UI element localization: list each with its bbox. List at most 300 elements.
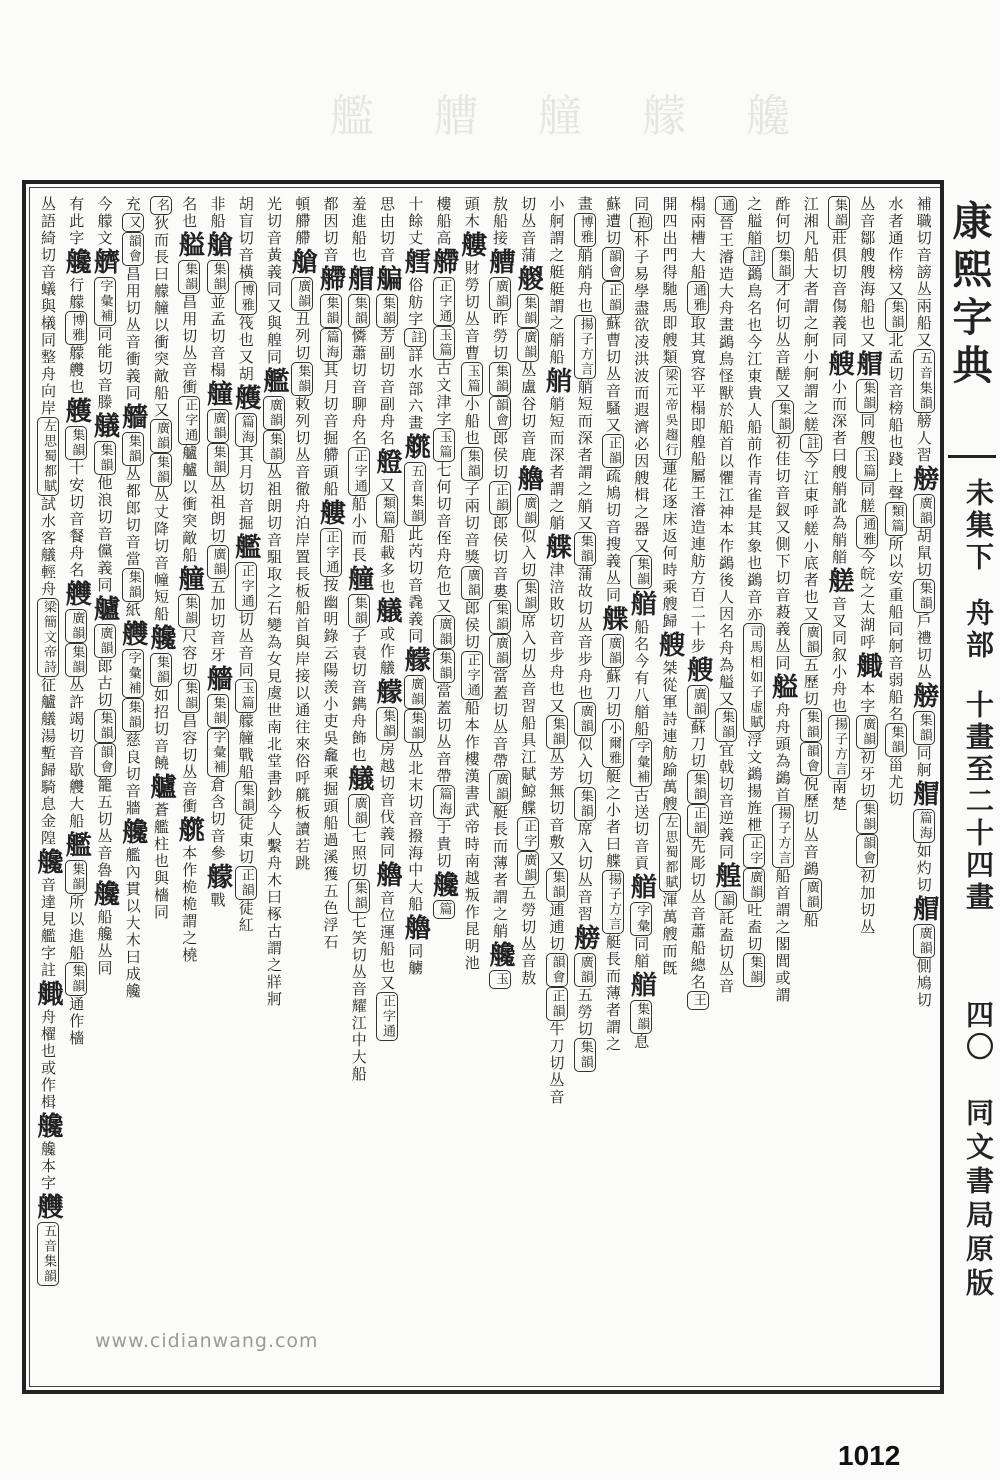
text-column <box>175 196 203 964</box>
headword: 艨 <box>372 678 402 706</box>
headword: 艚 <box>485 248 515 276</box>
source-citation: 玉篇 <box>856 447 878 481</box>
headword: 艢 <box>117 403 148 431</box>
source-citation: 字彙補 <box>630 738 652 787</box>
headword: 艨 <box>400 646 431 674</box>
definition-text: 艄短而深者謂之艄 <box>547 396 566 532</box>
source-citation: 揚子方言 <box>828 715 850 779</box>
headword: 艬 <box>428 871 459 899</box>
definition-text: 所以進船 <box>67 894 86 962</box>
text-column <box>514 196 542 987</box>
definition-text: 都因切音 <box>321 196 340 264</box>
source-citation: 廣韻 <box>263 396 285 430</box>
definition-text: 七笑切丛音耀江中大船 <box>349 913 368 1083</box>
source-citation: 集韻 <box>772 247 794 281</box>
definition-text: 同舸 <box>914 745 933 779</box>
source-citation: 字彙補 <box>122 649 144 698</box>
source-citation: 廣韻 <box>913 494 935 528</box>
definition-text: 或作艤 <box>378 626 396 677</box>
source-citation: 博雅 <box>65 311 87 345</box>
text-column <box>345 196 373 1083</box>
source-citation: 廣韻 <box>489 277 511 311</box>
definition-text: 南楚 <box>830 779 848 813</box>
source-citation: 集韻 <box>687 770 709 804</box>
definition-text: 倪歷切丛音鷁 <box>801 776 820 878</box>
source-citation: 正字通 <box>235 562 257 611</box>
source-citation: 集韻 <box>885 723 907 757</box>
text-column <box>825 196 853 813</box>
source-citation: 正字 <box>517 817 539 851</box>
source-citation: 正字通 <box>320 528 342 577</box>
definition-text: 甾尤切 <box>886 757 905 808</box>
source-citation: 篇海 <box>433 785 455 819</box>
definition-text: 名也 <box>180 196 199 230</box>
source-citation: 韻會 <box>94 743 116 777</box>
definition-text: 鷁鳥名也今江東貴人船前作青雀是其象也鷁音亦 <box>745 266 764 623</box>
source-citation: 小爾雅 <box>602 719 624 768</box>
headword: 艒 <box>908 780 939 808</box>
definition-text: 宜戟切音逆義同 <box>717 742 735 861</box>
source-citation: 韻會 <box>489 396 511 430</box>
source-citation: 玉篇 <box>461 362 483 396</box>
definition-text: 之艗艏 <box>745 196 764 247</box>
headword: 艦 <box>259 367 289 395</box>
source-citation: 集韻 <box>65 962 87 996</box>
definition-text: 丛丈降切音幢短船 <box>152 487 170 623</box>
headword: 艟 <box>343 565 374 593</box>
source-citation: 集韻 <box>178 679 200 713</box>
headword: 艫 <box>146 773 176 801</box>
source-citation: 集韻 <box>461 447 483 481</box>
definition-text: 子袁切音鐫舟飾也 <box>349 628 368 764</box>
definition-text: 疏鳩切音搜義丛同 <box>604 468 622 604</box>
headword: 艐 <box>513 265 544 293</box>
definition-text: 音叉同叙小舟也 <box>830 596 848 715</box>
headword: 艑 <box>372 265 402 293</box>
source-citation: 揚子方言 <box>772 804 794 868</box>
source-citation: 廣韻 <box>489 770 511 804</box>
definition-text: 畫 <box>575 196 594 213</box>
headword: 艖 <box>824 567 854 595</box>
source-citation: 集韻 <box>828 196 850 230</box>
source-citation: 梁簡文帝詩 <box>37 598 59 677</box>
headword: 艛 <box>315 499 346 527</box>
source-citation: 博雅 <box>574 213 596 247</box>
source-citation: 集韻 <box>376 294 398 328</box>
definition-text: 敖船接 <box>491 196 509 247</box>
definition-text: 席入切丛音習船具江賦鯨艓 <box>519 613 538 817</box>
headword: 艬 <box>117 818 148 846</box>
definition-text: 戰 <box>208 892 227 909</box>
definition-text: 側鳩切 <box>914 958 933 1009</box>
definition-text: 艬本字 <box>39 1141 57 1192</box>
definition-text: 其月切音掘 <box>236 447 255 532</box>
definition-text: 其月切音掘艜頭船 <box>321 362 340 498</box>
source-citation: 廣韻 <box>489 634 511 668</box>
source-citation: 篇海 <box>913 809 935 843</box>
headword: 艗 <box>767 673 798 701</box>
source-citation: 王 <box>687 991 709 1010</box>
definition-text: 切丛音蒲 <box>519 196 538 264</box>
definition-text: 開四出門得馳馬即艘類 <box>660 196 679 366</box>
source-citation: 正韻 <box>602 281 624 315</box>
text-column <box>656 196 684 977</box>
definition-text: 十安切音餐舟名 <box>67 460 86 579</box>
source-citation: 集韻 <box>630 555 652 589</box>
source-citation: 字彙補 <box>94 277 116 326</box>
source-citation: 類篇 <box>376 494 398 528</box>
definition-text: 蘇刀切 <box>604 668 622 719</box>
source-citation: 韻會 <box>602 247 624 281</box>
headword: 艓 <box>541 533 572 561</box>
text-column <box>62 196 90 1047</box>
definition-text: 七何切音侄舟危也又 <box>434 462 453 615</box>
source-citation: 集韻 <box>65 860 87 894</box>
definition-text: 船名今有八艏船 <box>632 619 651 738</box>
definition-text: 思由切音 <box>378 196 396 264</box>
headword: 艒 <box>852 350 883 378</box>
text-column <box>543 196 571 1106</box>
definition-text: 津涪敗切音步舟也又 <box>547 562 566 715</box>
source-citation: 韻 <box>715 891 737 910</box>
text-column <box>571 196 599 1072</box>
definition-text: 酢何切 <box>773 196 792 247</box>
source-citation: 集韻 <box>207 260 229 294</box>
headword: 艓 <box>598 605 628 633</box>
headword: 艘 <box>824 350 854 378</box>
definition-text: 先彫切丛音蕭船總名 <box>688 838 707 991</box>
definition-text: 丛祖朗切 <box>208 477 227 545</box>
source-citation: 韻會 <box>546 953 568 987</box>
definition-text: 牛刀切丛音 <box>547 1021 566 1106</box>
source-citation: 韻會 <box>856 834 878 868</box>
source-citation: 廣韻 <box>404 675 426 709</box>
definition-text: 非船 <box>208 196 227 230</box>
headword: 艬 <box>33 848 63 876</box>
source-citation: 集韻 <box>348 294 370 328</box>
definition-text: 子兩切音獎 <box>462 481 481 566</box>
headword: 艘 <box>682 656 713 684</box>
source-citation: 集韻 <box>574 532 596 566</box>
headword: 艬 <box>485 941 515 969</box>
headword: 艩 <box>89 248 120 276</box>
source-citation: 玉篇 <box>235 679 257 713</box>
source-citation: 集韻 <box>178 594 200 628</box>
definition-text: 渾萬艘而旣 <box>660 892 679 977</box>
definition-text: 征艫艤湯塹歸騎息金隍 <box>39 677 57 847</box>
headword: 艕 <box>569 924 600 952</box>
headword: 艟 <box>202 380 233 408</box>
headword: 艏 <box>626 873 657 901</box>
headword: 艏 <box>626 971 657 999</box>
headword: 艞 <box>174 816 205 844</box>
source-citation: 正字 <box>743 834 765 868</box>
source-citation: 廣韻 <box>856 715 878 749</box>
definition-text: 昌用切丛音衝義同 <box>123 266 142 402</box>
definition-text: 丑列切 <box>293 311 312 362</box>
definition-text: 似入切 <box>575 736 594 787</box>
definition-text: 古送切音貢 <box>632 787 651 872</box>
source-citation: 廣韻 <box>800 878 822 912</box>
definition-text: 本字 <box>858 681 877 715</box>
source-citation: 名 <box>150 196 172 215</box>
headword: 艭 <box>33 1193 63 1221</box>
definition-text: 丛許竭切音歇艭大船 <box>67 677 86 830</box>
source-citation: 集韻 <box>150 453 172 487</box>
source-citation: 類篇 <box>885 502 907 536</box>
source-citation: 韻會 <box>800 742 822 776</box>
definition-text: 榻兩槽大船 <box>688 196 707 281</box>
definition-text: 五歷切 <box>801 657 820 708</box>
definition-text: 補職切音謗丛兩船又 <box>914 196 933 349</box>
source-citation: 字彙 <box>630 902 652 936</box>
definition-text: 初佳切音釵又側下切音蔱義丛同 <box>773 434 792 672</box>
definition-text: 胡盲切音橫 <box>236 196 255 281</box>
definition-text: 艫艫以衝突敵船 <box>180 445 199 564</box>
source-citation: 廣韻 <box>433 615 455 649</box>
source-citation: 集韻 <box>856 379 878 413</box>
source-citation: 正字通 <box>461 651 483 700</box>
source-citation: 廣韻 <box>94 624 116 658</box>
source-citation: 五音集韻 <box>404 462 426 526</box>
headword: 艬 <box>61 248 92 276</box>
text-column <box>34 196 62 1286</box>
definition-text: 如招切音饒 <box>152 687 170 772</box>
definition-text: 昌容切丛音衝 <box>180 713 199 815</box>
source-citation: 集韻 <box>94 709 116 743</box>
source-citation: 註 <box>404 328 426 347</box>
page-number: 1012 <box>838 1440 901 1471</box>
source-citation: 廣韻 <box>574 953 596 987</box>
definition-text: 今艨文 <box>95 196 114 247</box>
publisher-label: 同文書局原版 <box>962 1098 995 1302</box>
source-citation: 正字通 <box>178 396 200 445</box>
definition-text: 此芮切音毳義同 <box>406 526 425 645</box>
definition-text: 籠五切丛音魯 <box>95 777 114 879</box>
source-citation: 通雅 <box>687 281 709 315</box>
source-citation: 集韻 <box>65 426 87 460</box>
definition-text: 才何切丛音醝又 <box>773 281 792 400</box>
definition-text: 艦內貫以大木曰成艬 <box>123 847 142 1000</box>
source-citation: 集韻 <box>800 708 822 742</box>
definition-text: 蘇刀切 <box>688 719 707 770</box>
text-column <box>684 196 712 1010</box>
definition-text: 席入切丛音習 <box>575 821 594 923</box>
definition-text: 五勞切丛音敖 <box>519 885 538 987</box>
source-citation: 篇 <box>433 900 455 919</box>
headword: 艘 <box>654 631 685 659</box>
definition-text: 有此字 <box>67 196 86 247</box>
definition-text: 羞進船也 <box>349 196 368 264</box>
source-citation: 揚子方言 <box>602 870 624 934</box>
source-citation: 左思蜀都賦 <box>37 417 59 496</box>
definition-text: 晉王濬造大舟畫鷁鳥怪獸於船首以懼江神本作鷁後人因名舟為艗又 <box>717 215 735 708</box>
definition-text: 艄艄舟也 <box>575 247 594 315</box>
source-citation: 玉篇 <box>433 326 455 360</box>
source-citation: 集韻 <box>65 643 87 677</box>
text-column <box>853 196 881 936</box>
volume-label: 未集下 <box>962 478 995 574</box>
source-citation: 廣韻 <box>207 409 229 443</box>
source-citation: 集韻 <box>207 443 229 477</box>
title-rule <box>948 455 996 458</box>
definition-text: 憐蕭切音聊舟名 <box>349 328 368 447</box>
source-citation: 正字通 <box>348 447 370 496</box>
headword: 艝 <box>400 248 431 276</box>
source-citation: 廣韻 <box>743 868 765 902</box>
radical-label: 舟部 <box>962 598 995 662</box>
source-citation: 集韻 <box>263 430 285 464</box>
headword: 艕 <box>908 682 939 710</box>
source-citation: 註 <box>800 434 822 453</box>
definition-text: 船小而長 <box>349 496 368 564</box>
definition-text: 舟櫂也或作楫 <box>39 1009 57 1111</box>
definition-text: 昌用切丛音衝 <box>180 294 199 396</box>
definition-text: 初加切丛 <box>858 868 877 936</box>
text-column <box>147 196 175 921</box>
headword: 艎 <box>711 862 741 890</box>
definition-text: 頓艜艜 <box>293 196 312 247</box>
headword: 艦 <box>230 533 261 561</box>
text-column <box>91 196 119 977</box>
definition-text: 胡䑕切 <box>914 528 933 579</box>
definition-text: 戶禮切丛 <box>914 613 933 681</box>
definition-text: 艇長而薄者謂之 <box>604 934 622 1053</box>
source-citation: 集韻 <box>178 260 200 294</box>
source-citation: 集韻 <box>856 800 878 834</box>
headword: 艛 <box>456 231 487 259</box>
headword: 艫 <box>89 595 120 623</box>
definition-text: 小而深者曰艘艄訛為艄艏 <box>830 379 848 566</box>
headword: 艭 <box>61 580 92 608</box>
source-citation: 廣韻 <box>687 685 709 719</box>
definition-text: 今江東呼艖小底者也又 <box>801 453 820 623</box>
source-citation: 集韻 <box>489 362 511 396</box>
headword: 艧 <box>230 384 261 412</box>
headword: 艗 <box>174 231 205 259</box>
stroke-range-label: 十畫至二十四畫 <box>962 690 995 914</box>
source-citation: 正韻 <box>489 481 511 515</box>
definition-text: 試水客艤輕舟 <box>39 496 57 598</box>
definition-text: 本作桅桅謂之橈 <box>180 845 199 964</box>
source-citation: 廣韻 <box>517 851 539 885</box>
headword: 艒 <box>343 265 374 293</box>
headword: 艜 <box>428 248 459 276</box>
source-citation: 集韻 <box>517 294 539 328</box>
headword: 艨 <box>202 863 233 891</box>
definition-text: 艄短而深者謂之艄又 <box>575 379 594 532</box>
definition-text: 于貴切 <box>434 819 453 870</box>
definition-text: 蓮花逐床返何時乘艘歸 <box>660 460 679 630</box>
definition-text: 丛都郎切音當 <box>123 466 142 568</box>
source-citation: 集韻 <box>348 594 370 628</box>
source-citation: 正韻 <box>602 434 624 468</box>
definition-text: 房越切音伐義同 <box>378 741 396 860</box>
definition-text: 同 <box>632 196 651 213</box>
definition-text: 蘇遭切 <box>604 196 622 247</box>
definition-text: 艇長而薄者謂之艄 <box>491 804 509 940</box>
source-citation: 集韻 <box>630 1000 652 1034</box>
text-column <box>260 196 288 1008</box>
definition-text: 樓船高 <box>434 196 453 247</box>
source-citation: 廣韻 <box>517 328 539 362</box>
source-citation: 集韻 <box>348 879 370 913</box>
definition-text: 朴子易學盡欲凌洪波而遐濟必因艘楫之器又 <box>632 232 651 555</box>
source-citation: 正韻 <box>687 804 709 838</box>
source-citation: 集韻 <box>913 711 935 745</box>
definition-text: 吐盍切 <box>745 902 764 953</box>
headword: 艥 <box>852 652 883 680</box>
source-citation: 廣韻 <box>348 794 370 828</box>
source-citation: 廣韻 <box>800 623 822 657</box>
definition-text: 徒紅 <box>236 900 255 934</box>
headword: 艕 <box>908 465 939 493</box>
definition-text: 水者通作榜又 <box>886 196 905 298</box>
source-citation: 梁元帝吳趨行 <box>659 366 681 460</box>
definition-text: 昨勞切 <box>491 311 509 362</box>
definition-text: 頭木 <box>462 196 481 230</box>
definition-text: 浮文鷁揚旌枻 <box>745 732 764 834</box>
source-citation: 韻會 <box>122 232 144 266</box>
text-column <box>232 196 260 934</box>
definition-text: 丛祖朗切音駔取之石變為女見虞世南北堂書鈔今人繫舟木曰椓古謂之牂牁 <box>265 464 283 1008</box>
source-citation: 字彙補 <box>207 728 229 777</box>
definition-text: 俗舫字 <box>406 277 425 328</box>
definition-text: 丛芳無切音敷又 <box>547 749 566 868</box>
definition-text: 他浪切音儻義同 <box>95 475 114 594</box>
headword: 艜 <box>315 265 346 293</box>
definition-text: 所以安重船同舸音弱船名 <box>886 536 905 723</box>
definition-text: 丛音鄒艘艘海船也又 <box>858 196 877 349</box>
source-citation: 司馬相如子虛賦 <box>743 623 765 732</box>
definition-text: 通作檣 <box>67 996 86 1047</box>
bleed-through-text: 艦艚艟艨艬 <box>330 91 850 142</box>
text-column <box>119 196 147 1000</box>
definition-text: 詳水部六畫 <box>406 347 425 432</box>
text-column <box>627 196 655 1051</box>
headword: 艟 <box>174 565 205 593</box>
definition-text: 丛語綺切音蟻與檥同整舟向岸 <box>39 196 57 417</box>
text-column <box>317 196 345 951</box>
text-column <box>797 196 825 929</box>
headword: 艢 <box>202 665 233 693</box>
text-column <box>712 196 740 995</box>
source-citation: 集韻 <box>320 294 342 328</box>
headword: 艪 <box>400 914 431 942</box>
source-citation: 篇海 <box>235 413 257 447</box>
source-citation: 廣韻 <box>207 545 229 579</box>
source-citation: 集韻 <box>150 653 172 687</box>
definition-text: 切丛音同 <box>236 611 255 679</box>
definition-text: 桀從軍詩連舫踰萬艘 <box>660 660 679 813</box>
definition-text: 行艨 <box>67 277 86 311</box>
definition-text: 財勞切丛音曹 <box>462 260 481 362</box>
definition-text: 艨艭也 <box>67 345 86 396</box>
headword: 艬 <box>89 880 120 908</box>
headword: 艏 <box>626 590 657 618</box>
source-citation: 玉 <box>489 970 511 989</box>
definition-text: 芳副切音副舟名 <box>378 328 396 447</box>
source-citation: 集韻 <box>885 298 907 332</box>
definition-text: 按幽明錄云陽羡小吏吳龕乘掘頭船過溪獲五色浮石 <box>321 577 340 951</box>
definition-text: 取其寬容平榻即艎船屬王濬造連舫方百二十步 <box>688 315 707 655</box>
definition-text: 當蓋切丛音帶 <box>491 668 509 770</box>
definition-text: 舟舟頭為鷁首 <box>773 702 792 804</box>
headword: 艤 <box>343 765 374 793</box>
definition-text: 同艏 <box>632 936 651 970</box>
definition-text: 郎侯切 <box>462 600 481 651</box>
source-citation: 又 <box>122 213 144 232</box>
